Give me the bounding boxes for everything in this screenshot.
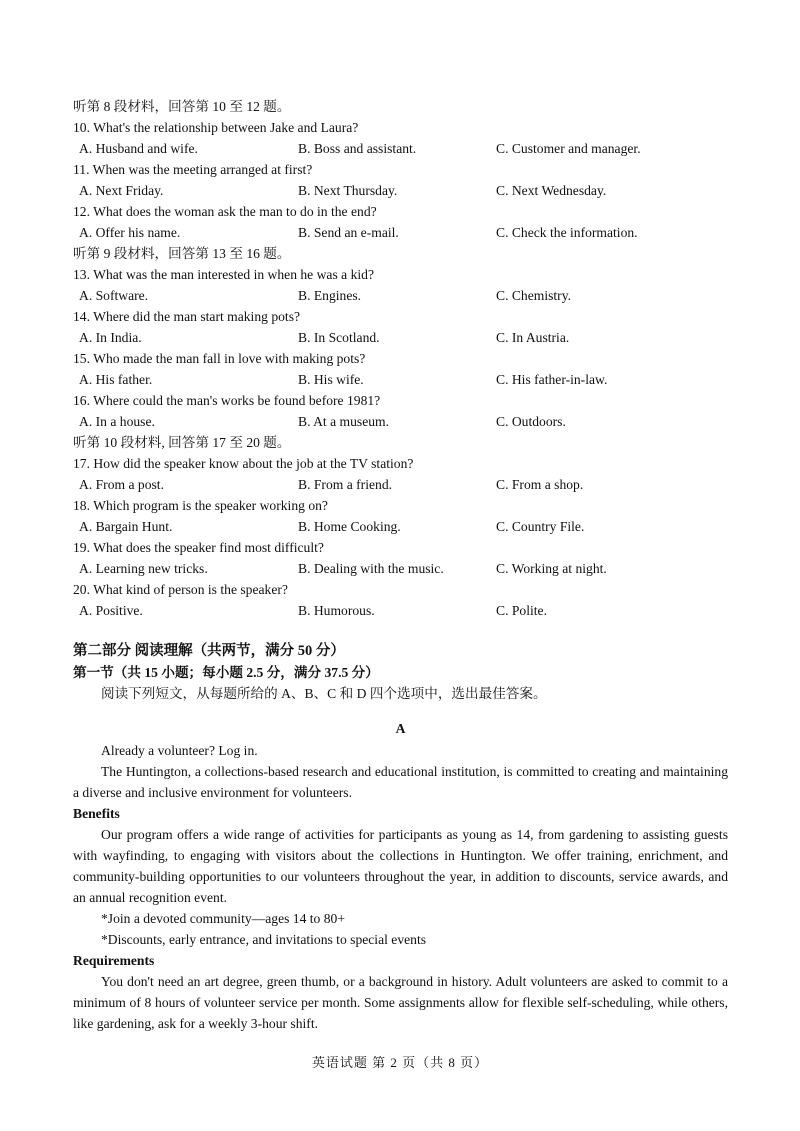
option-c: C. Polite. [496, 603, 547, 618]
section-header: 听第 9 段材料，回答第 13 至 16 题。 [73, 246, 291, 261]
option-c: C. Working at night. [496, 561, 607, 576]
option-c: C. Chemistry. [496, 288, 572, 303]
requirements-heading: Requirements [73, 953, 155, 968]
section-title: 第一节（共 15 小题；每小题 2.5 分，满分 37.5 分） [73, 665, 379, 680]
option-b: B. In Scotland. [298, 330, 380, 345]
section-header: 听第 10 段材料, 回答第 17 至 20 题。 [73, 435, 291, 450]
question [73, 348, 728, 390]
intro-paragraph: The Huntington, a collections-based research and educational institution, is committed to creating and maintaining a diverse and inclusive environment for volunteers. [73, 764, 728, 800]
option-b: B. His wife. [298, 372, 364, 387]
options-row [73, 222, 728, 243]
option-a: A. Offer his name. [79, 225, 181, 240]
question-stem: 15. Who made the man fall in love with making pots? [73, 351, 366, 366]
option-a: A. Bargain Hunt. [79, 519, 173, 534]
question [73, 264, 728, 306]
option-b: B. Boss and assistant. [298, 141, 417, 156]
option-c: C. From a shop. [496, 477, 584, 492]
option-a: A. In a house. [79, 414, 155, 429]
option-a: A. Learning new tricks. [79, 561, 208, 576]
option-b: B. From a friend. [298, 477, 393, 492]
page-footer: 英语试题 第 2 页（共 8 页） [311, 1055, 489, 1070]
question [73, 117, 728, 159]
login-line: Already a volunteer? Log in. [101, 743, 258, 758]
benefits-paragraph: Our program offers a wide range of activities for participants as young as 14, from gardening to assisting guests with wayfinding, to engaging with visitors about the collections in Huntington. We offer training, enrichment, and community-building opportunities to our volunteers throughout the year, in addition to discounts, service awards, and an annual recognition event. [73, 827, 728, 905]
options-row [73, 285, 728, 306]
option-a: A. His father. [79, 372, 153, 387]
question-stem: 13. What was the man interested in when he was a kid? [73, 267, 374, 282]
option-c: C. Check the information. [496, 225, 638, 240]
options-row [73, 327, 728, 348]
listening-section [73, 96, 728, 621]
option-b: B. Humorous. [298, 603, 375, 618]
benefits-heading: Benefits [73, 806, 120, 821]
option-b: B. Dealing with the music. [298, 561, 444, 576]
option-c: C. In Austria. [496, 330, 570, 345]
option-a: A. Husband and wife. [79, 141, 198, 156]
option-a: A. Positive. [79, 603, 143, 618]
question-stem: 20. What kind of person is the speaker? [73, 582, 288, 597]
bullet-item: *Discounts, early entrance, and invitations to special events [101, 932, 427, 947]
part-title: 第二部分 阅读理解（共两节，满分 50 分） [73, 643, 345, 659]
options-row [73, 558, 728, 579]
section-header: 听第 8 段材料，回答第 10 至 12 题。 [73, 99, 291, 114]
question-stem: 11. When was the meeting arranged at first? [73, 162, 313, 177]
question [73, 537, 728, 579]
instruction: 阅读下列短文，从每题所给的 A、B、C 和 D 四个选项中，选出最佳答案。 [101, 686, 547, 701]
option-a: A. In India. [79, 330, 142, 345]
question [73, 579, 728, 621]
question [73, 495, 728, 537]
option-b: B. Home Cooking. [298, 519, 401, 534]
passage-label: A [395, 721, 406, 736]
options-row [73, 474, 728, 495]
option-c: C. His father-in-law. [496, 372, 608, 387]
options-row [73, 516, 728, 537]
bullet-item: *Join a devoted community—ages 14 to 80+ [101, 911, 346, 926]
requirements-paragraph: You don't need an art degree, green thumb, or a background in history. Adult volunteers are asked to commit to a minimum of 8 hours of volunteer service per month. Some assignments allow for flexible self-scheduling, while others, like gardening, ask for a weekly 3-hour shift. [73, 974, 728, 1031]
question [73, 390, 728, 432]
question [73, 306, 728, 348]
option-c: C. Country File. [496, 519, 585, 534]
options-row [73, 411, 728, 432]
options-row [73, 180, 728, 201]
reading-section [73, 641, 728, 1034]
options-row [73, 369, 728, 390]
option-c: C. Next Wednesday. [496, 183, 607, 198]
question-stem: 12. What does the woman ask the man to do in the end? [73, 204, 377, 219]
option-b: B. At a museum. [298, 414, 390, 429]
question [73, 453, 728, 495]
option-c: C. Outdoors. [496, 414, 566, 429]
options-row [73, 600, 728, 621]
option-b: B. Send an e-mail. [298, 225, 399, 240]
question-stem: 19. What does the speaker find most difficult? [73, 540, 324, 555]
option-b: B. Next Thursday. [298, 183, 398, 198]
question-stem: 14. Where did the man start making pots? [73, 309, 301, 324]
option-a: A. Software. [79, 288, 149, 303]
option-b: B. Engines. [298, 288, 362, 303]
question-stem: 17. How did the speaker know about the job at the TV station? [73, 456, 414, 471]
question-stem: 16. Where could the man's works be found before 1981? [73, 393, 381, 408]
option-a: A. From a post. [79, 477, 164, 492]
option-a: A. Next Friday. [79, 183, 164, 198]
option-c: C. Customer and manager. [496, 141, 641, 156]
question-stem: 18. Which program is the speaker working on? [73, 498, 328, 513]
question [73, 201, 728, 243]
options-row [73, 138, 728, 159]
question-stem: 10. What's the relationship between Jake and Laura? [73, 120, 359, 135]
question [73, 159, 728, 201]
